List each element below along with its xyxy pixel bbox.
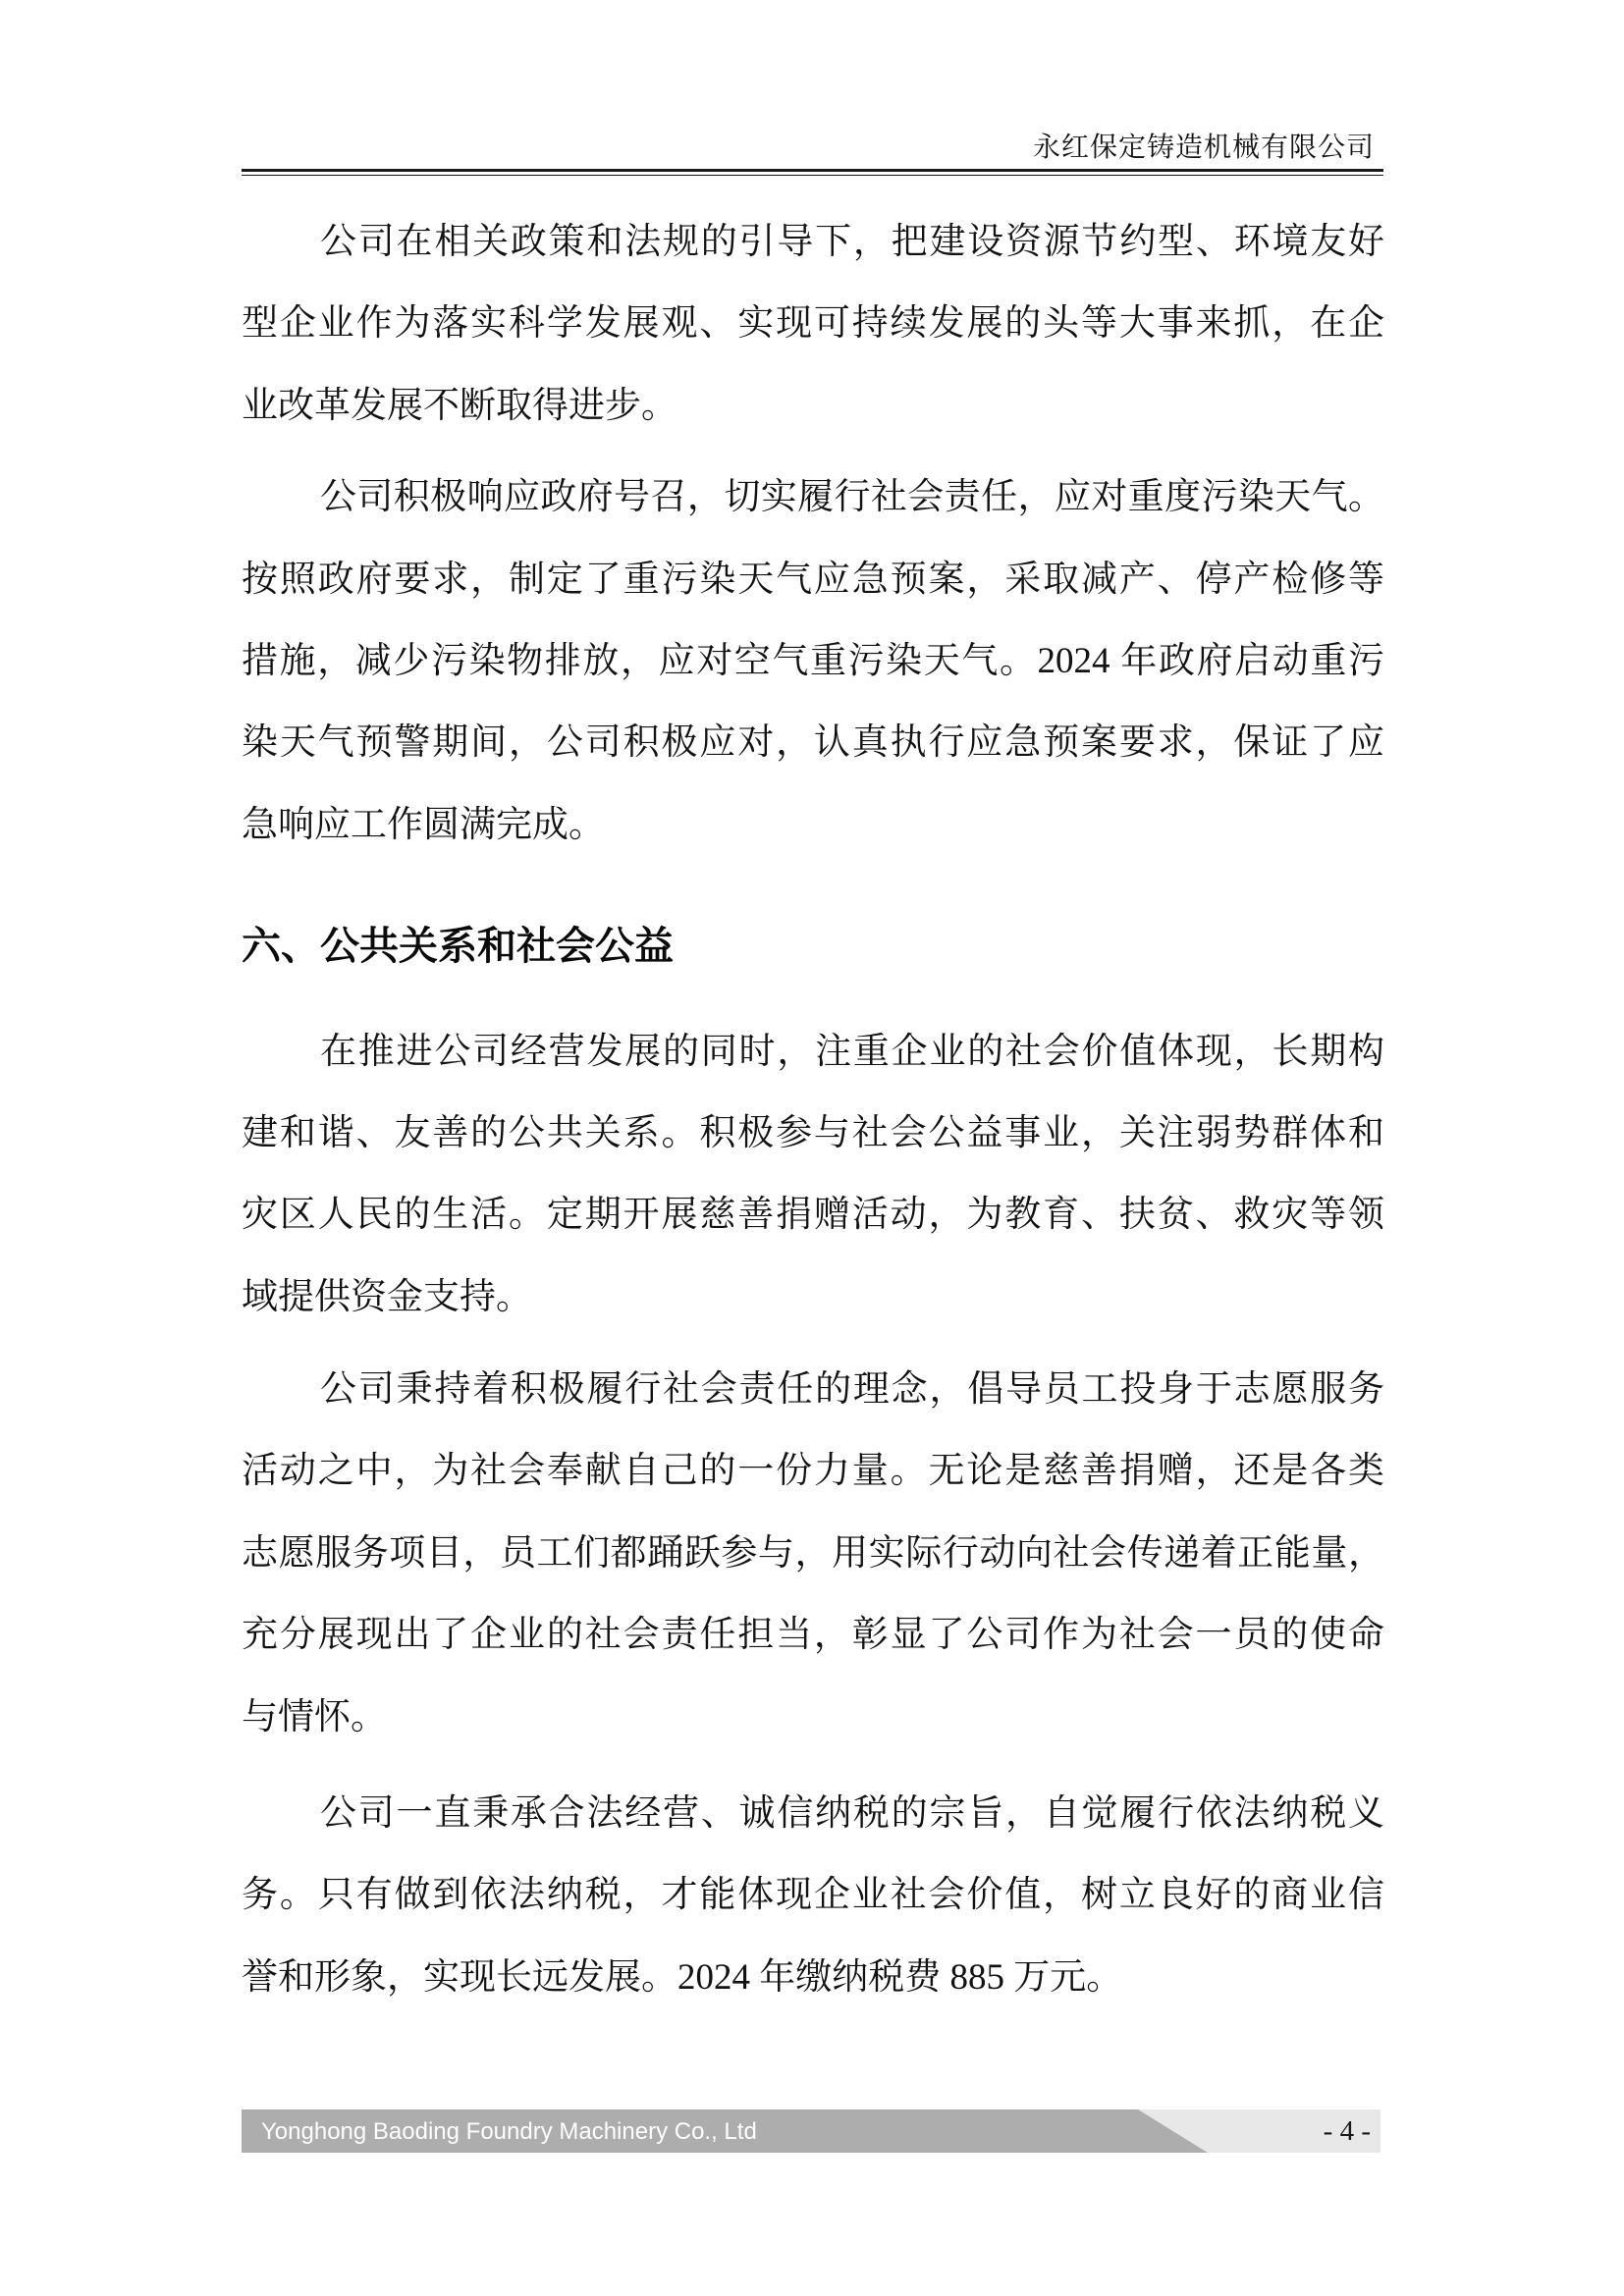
text-line: 急响应工作圆满完成。: [242, 804, 605, 845]
header-double-rule: [242, 169, 1383, 176]
text-line: 业改革发展不断取得进步。: [242, 385, 677, 426]
text-line: 务。只有做到依法纳税，才能体现企业社会价值，树立良好的商业信: [242, 1875, 1384, 1916]
paragraph: [242, 201, 1384, 447]
text-line: 誉和形象，实现长远发展。2024 年缴纳税费 885 万元。: [242, 1956, 1123, 1998]
text-line: 公司秉持着积极履行社会责任的理念，倡导员工投身于志愿服务: [320, 1369, 1384, 1411]
footer-bar: [242, 2109, 1380, 2153]
paragraph: [242, 1349, 1384, 1758]
document-body: [242, 201, 1384, 2018]
text-line: 建和谐、友善的公共关系。积极参与社会公益事业，关注弱势群体和: [242, 1112, 1384, 1153]
paragraph: [242, 1011, 1384, 1339]
header-company-name: 永红保定铸造机械有限公司: [1032, 132, 1375, 162]
section-heading: 六、公共关系和社会公益: [242, 925, 674, 969]
text-line: 与情怀。: [242, 1696, 387, 1737]
text-line: 在推进公司经营发展的同时，注重企业的社会价值体现，长期构: [320, 1031, 1384, 1072]
text-line: 染天气预警期间，公司积极应对，认真执行应急预案要求，保证了应: [242, 722, 1384, 764]
paragraph: [242, 1773, 1384, 2018]
text-line: 志愿服务项目，员工们都踊跃参与，用实际行动向社会传递着正能量，: [242, 1532, 1384, 1574]
paragraph: [242, 456, 1384, 866]
text-line: 灾区人民的生活。定期开展慈善捐赠活动，为教育、扶贫、救灾等领: [242, 1195, 1384, 1236]
footer-page-number: - 4 -: [1323, 2115, 1371, 2147]
text-line: 公司一直秉承合法经营、诚信纳税的宗旨，自觉履行依法纳税义: [320, 1793, 1384, 1835]
text-line: 公司积极响应政府号召，切实履行社会责任，应对重度污染天气。: [320, 477, 1384, 518]
text-line: 按照政府要求，制定了重污染天气应急预案，采取减产、停产检修等: [242, 559, 1384, 600]
text-line: 型企业作为落实科学发展观、实现可持续发展的头等大事来抓，在企: [242, 303, 1384, 345]
text-line: 活动之中，为社会奉献自己的一份力量。无论是慈善捐赠，还是各类: [242, 1451, 1384, 1492]
footer-company-name: Yonghong Baoding Foundry Machinery Co., Ltd: [261, 2118, 757, 2145]
text-line: 公司在相关政策和法规的引导下，把建设资源节约型、环境友好: [320, 222, 1384, 262]
text-line: 域提供资金支持。: [242, 1276, 532, 1317]
text-line: 充分展现出了企业的社会责任担当，彰显了公司作为社会一员的使命: [242, 1615, 1384, 1656]
text-line: 措施，减少污染物排放，应对空气重污染天气。2024 年政府启动重污: [242, 640, 1384, 681]
